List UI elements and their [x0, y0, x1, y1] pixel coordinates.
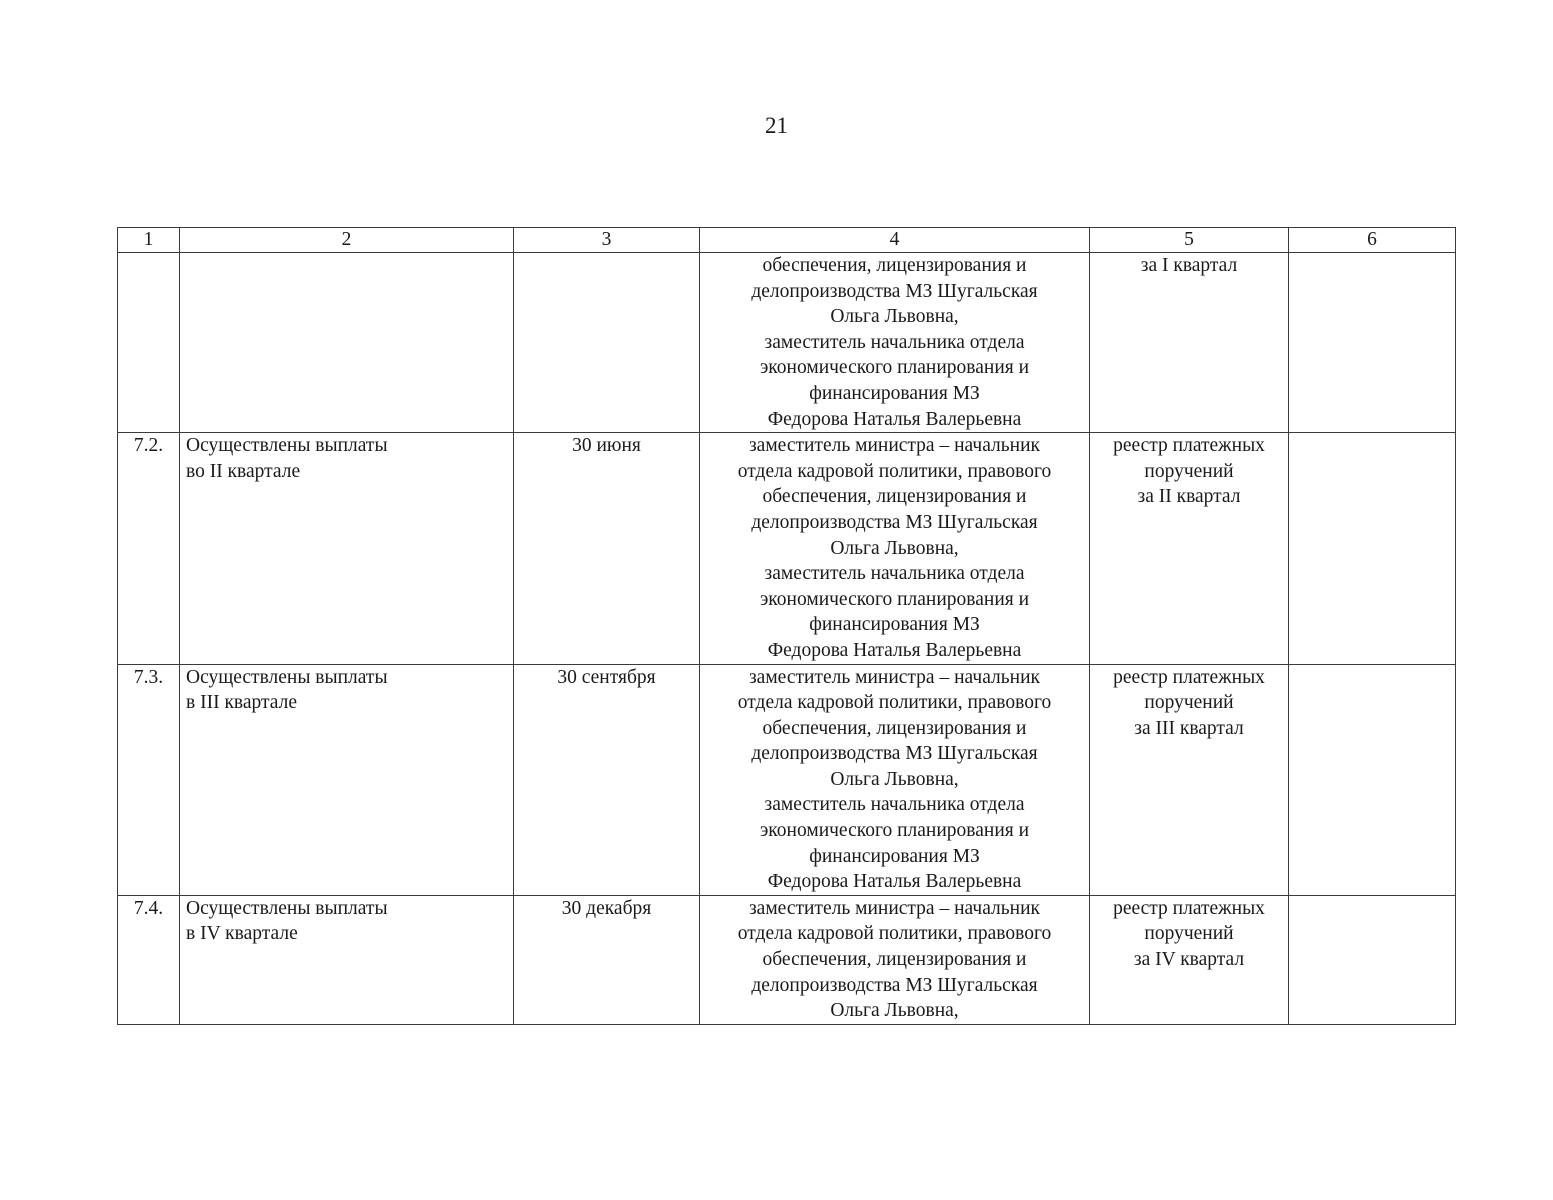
item-number-cell: 7.2. [118, 433, 180, 664]
document-cell [1090, 664, 1289, 895]
responsible-cell-line: делопроизводства МЗ Шугальская [751, 280, 1038, 302]
responsible-cell-line: экономического планирования и [759, 357, 1030, 379]
responsible-cell-line: заместитель министра – начальник [748, 435, 1040, 457]
document-cell [1090, 895, 1289, 1024]
document-cell-line: за II квартал [1137, 486, 1241, 508]
responsible-cell [700, 253, 1090, 433]
deadline-cell: 30 декабря [514, 895, 700, 1024]
responsible-cell-line: финансирования МЗ [809, 382, 980, 404]
deadline-cell [514, 253, 700, 433]
responsible-cell-line: заместитель министра – начальник [748, 897, 1040, 919]
document-cell [1090, 253, 1289, 433]
responsible-cell-line: экономического планирования и [759, 588, 1030, 610]
responsible-cell-line: обеспечения, лицензирования и [762, 717, 1027, 739]
responsible-cell-line: делопроизводства МЗ Шугальская [751, 974, 1038, 996]
responsible-cell-line: финансирования МЗ [809, 845, 980, 867]
column-header: 2 [180, 228, 514, 253]
responsible-cell-line: Ольга Львовна, [830, 768, 959, 790]
responsible-cell-line: экономического планирования и [759, 820, 1030, 842]
responsible-cell [700, 895, 1090, 1024]
document-cell-line: реестр платежных [1113, 897, 1265, 919]
document-cell [1090, 433, 1289, 664]
table-row [118, 895, 1456, 1024]
responsible-cell-line: Федорова Наталья Валерьевна [767, 639, 1022, 661]
activity-name-cell [180, 253, 514, 433]
responsible-cell-line: Ольга Львовна, [830, 1000, 959, 1022]
note-cell [1289, 895, 1456, 1024]
responsible-cell-line: финансирования МЗ [809, 614, 980, 636]
table-row [118, 664, 1456, 895]
document-cell-line: за IV квартал [1133, 949, 1245, 971]
responsible-cell-line: отдела кадровой политики, правового [737, 692, 1052, 714]
activity-name-cell-line: в IV квартале [186, 923, 298, 945]
activity-name-cell-line: в III квартале [186, 692, 297, 714]
responsible-cell [700, 664, 1090, 895]
column-header: 1 [118, 228, 180, 253]
responsible-cell-line: заместитель начальника отдела [764, 794, 1025, 816]
responsible-cell-line: заместитель министра – начальник [748, 666, 1040, 688]
plan-table [117, 227, 1456, 1025]
deadline-cell: 30 сентября [514, 664, 700, 895]
table-row [118, 253, 1456, 433]
responsible-cell [700, 433, 1090, 664]
responsible-cell-line: Ольга Львовна, [830, 537, 959, 559]
responsible-cell-line: делопроизводства МЗ Шугальская [751, 743, 1038, 765]
page-number: 21 [765, 113, 788, 138]
note-cell [1289, 664, 1456, 895]
activity-name-cell [180, 895, 514, 1024]
deadline-cell: 30 июня [514, 433, 700, 664]
document-cell-line: за I квартал [1140, 255, 1238, 276]
note-cell [1289, 253, 1456, 433]
responsible-cell-line: обеспечения, лицензирования и [762, 255, 1027, 276]
responsible-cell-line: Федорова Наталья Валерьевна [767, 871, 1022, 893]
responsible-cell-line: Федорова Наталья Валерьевна [767, 408, 1022, 430]
activity-name-cell-line: Осуществлены выплаты [186, 666, 388, 688]
item-number-cell [118, 253, 180, 433]
note-cell [1289, 433, 1456, 664]
activity-name-cell-line: Осуществлены выплаты [186, 897, 388, 919]
activity-name-cell [180, 664, 514, 895]
responsible-cell-line: отдела кадровой политики, правового [737, 923, 1052, 945]
document-cell-line: поручений [1144, 460, 1234, 482]
item-number-cell: 7.4. [118, 895, 180, 1024]
header-row [118, 228, 1456, 253]
document-cell-line: поручений [1144, 923, 1234, 945]
responsible-cell-line: заместитель начальника отдела [764, 563, 1025, 585]
table-row [118, 433, 1456, 664]
item-number-cell: 7.3. [118, 664, 180, 895]
document-cell-line: реестр платежных [1113, 435, 1265, 457]
responsible-cell-line: отдела кадровой политики, правового [737, 460, 1052, 482]
activity-name-cell [180, 433, 514, 664]
responsible-cell-line: делопроизводства МЗ Шугальская [751, 511, 1038, 533]
activity-name-cell-line: Осуществлены выплаты [186, 435, 388, 457]
document-cell-line: поручений [1144, 692, 1234, 714]
column-header: 3 [514, 228, 700, 253]
document-cell-line: реестр платежных [1113, 666, 1265, 688]
document-cell-line: за III квартал [1134, 717, 1244, 739]
responsible-cell-line: обеспечения, лицензирования и [762, 486, 1027, 508]
activity-name-cell-line: во II квартале [186, 460, 301, 482]
column-header: 6 [1289, 228, 1456, 253]
column-header: 5 [1090, 228, 1289, 253]
responsible-cell-line: Ольга Львовна, [830, 306, 959, 328]
column-header: 4 [700, 228, 1090, 253]
responsible-cell-line: заместитель начальника отдела [764, 331, 1025, 353]
responsible-cell-line: обеспечения, лицензирования и [762, 949, 1027, 971]
